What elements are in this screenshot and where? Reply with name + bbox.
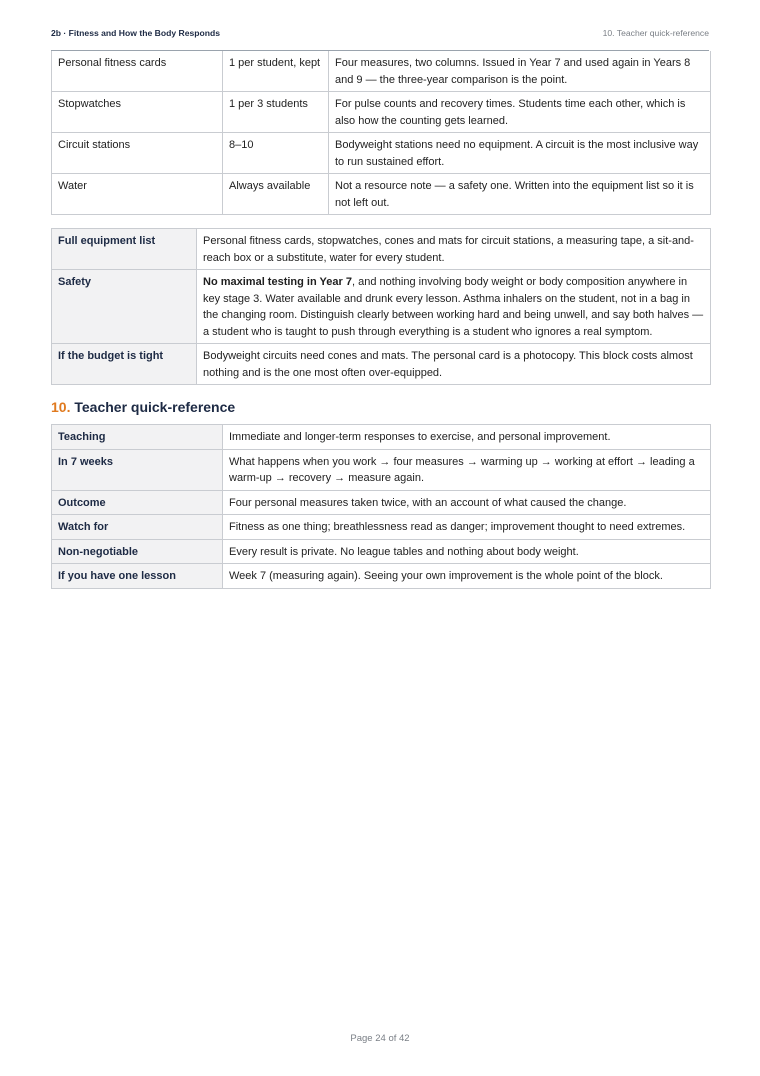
- equipment-item: Water: [52, 174, 223, 215]
- table-row: [52, 449, 711, 490]
- equipment-summary-table: [51, 228, 711, 385]
- equipment-note: Bodyweight stations need no equipment. A circuit is the most inclusive way to run sustained effort.: [329, 133, 711, 174]
- table-row: [52, 174, 711, 215]
- full-equipment-label: Full equipment list: [52, 229, 197, 270]
- quickref-value: Fitness as one thing; breathlessness read as danger; improvement thought to need extremes.: [223, 515, 711, 540]
- page-number: Page 24 of 42: [350, 1033, 410, 1044]
- table-row: [52, 133, 711, 174]
- budget-label: If the budget is tight: [52, 344, 197, 385]
- full-equipment-text: Personal fitness cards, stopwatches, cones and mats for circuit stations, a measuring tape, a sit-and-reach box or a substitute, water for every student.: [197, 229, 711, 270]
- equipment-note: For pulse counts and recovery times. Students time each other, which is also how the counting gets learned.: [329, 92, 711, 133]
- equipment-quantity: 1 per student, kept: [223, 51, 329, 92]
- equipment-quantity: 8–10: [223, 133, 329, 174]
- table-row: [52, 229, 711, 270]
- equipment-item: Stopwatches: [52, 92, 223, 133]
- section-heading-title: Teacher quick-reference: [74, 399, 236, 415]
- section-number: 10.: [51, 399, 71, 415]
- quickref-value: Week 7 (measuring again). Seeing your own improvement is the whole point of the block.: [223, 564, 711, 589]
- equipment-item: Circuit stations: [52, 133, 223, 174]
- safety-emphasis: No maximal testing in Year 7: [203, 276, 352, 288]
- quickref-label: In 7 weeks: [52, 449, 223, 490]
- quickref-label: Teaching: [52, 425, 223, 450]
- equipment-quantity: Always available: [223, 174, 329, 215]
- section-heading: [51, 399, 235, 415]
- document-title: 2b · Fitness and How the Body Responds: [51, 28, 221, 38]
- table-row: [52, 344, 711, 385]
- running-header: [51, 28, 709, 51]
- table-row: [52, 270, 711, 344]
- table-row: [52, 539, 711, 564]
- safety-cell: [197, 270, 711, 344]
- table-row: [52, 92, 711, 133]
- table-row: [52, 425, 711, 450]
- equipment-note: Four measures, two columns. Issued in Year 7 and used again in Years 8 and 9 — the three-year comparison is the point.: [329, 51, 711, 92]
- budget-text: Bodyweight circuits need cones and mats. The personal card is a photocopy. This block costs almost nothing and is the one most often over-equipped.: [197, 344, 711, 385]
- quickref-label: Outcome: [52, 490, 223, 515]
- table-row: [52, 564, 711, 589]
- safety-text: , and nothing involving body weight or body composition anywhere in key stage 3. Water available and drunk every lesson. Asthma inhalers on the student, not in a bag in the changing room. Distinguish clearly between working hard and being unwell, and say both halves — a student who is taught to push through everything is a student who ignores a real symptom.: [203, 276, 704, 338]
- table-row: [52, 51, 711, 92]
- section-title-running: 10. Teacher quick-reference: [602, 28, 709, 38]
- table-row: [52, 515, 711, 540]
- safety-label: Safety: [52, 270, 197, 344]
- table-row: [52, 490, 711, 515]
- quickref-value: Every result is private. No league tables and nothing about body weight.: [223, 539, 711, 564]
- equipment-table: [51, 51, 711, 215]
- quickref-label: If you have one lesson: [52, 564, 223, 589]
- quickref-label: Non-negotiable: [52, 539, 223, 564]
- equipment-item: Personal fitness cards: [52, 51, 223, 92]
- equipment-note: Not a resource note — a safety one. Written into the equipment list so it is not left out.: [329, 174, 711, 215]
- quickref-value: What happens when you work → four measures → warming up → working at effort → leading a warm-up → recovery → measure again.: [223, 449, 711, 490]
- quick-reference-table: [51, 424, 711, 589]
- quickref-label: Watch for: [52, 515, 223, 540]
- quickref-value: Immediate and longer-term responses to exercise, and personal improvement.: [223, 425, 711, 450]
- quickref-value: Four personal measures taken twice, with an account of what caused the change.: [223, 490, 711, 515]
- equipment-quantity: 1 per 3 students: [223, 92, 329, 133]
